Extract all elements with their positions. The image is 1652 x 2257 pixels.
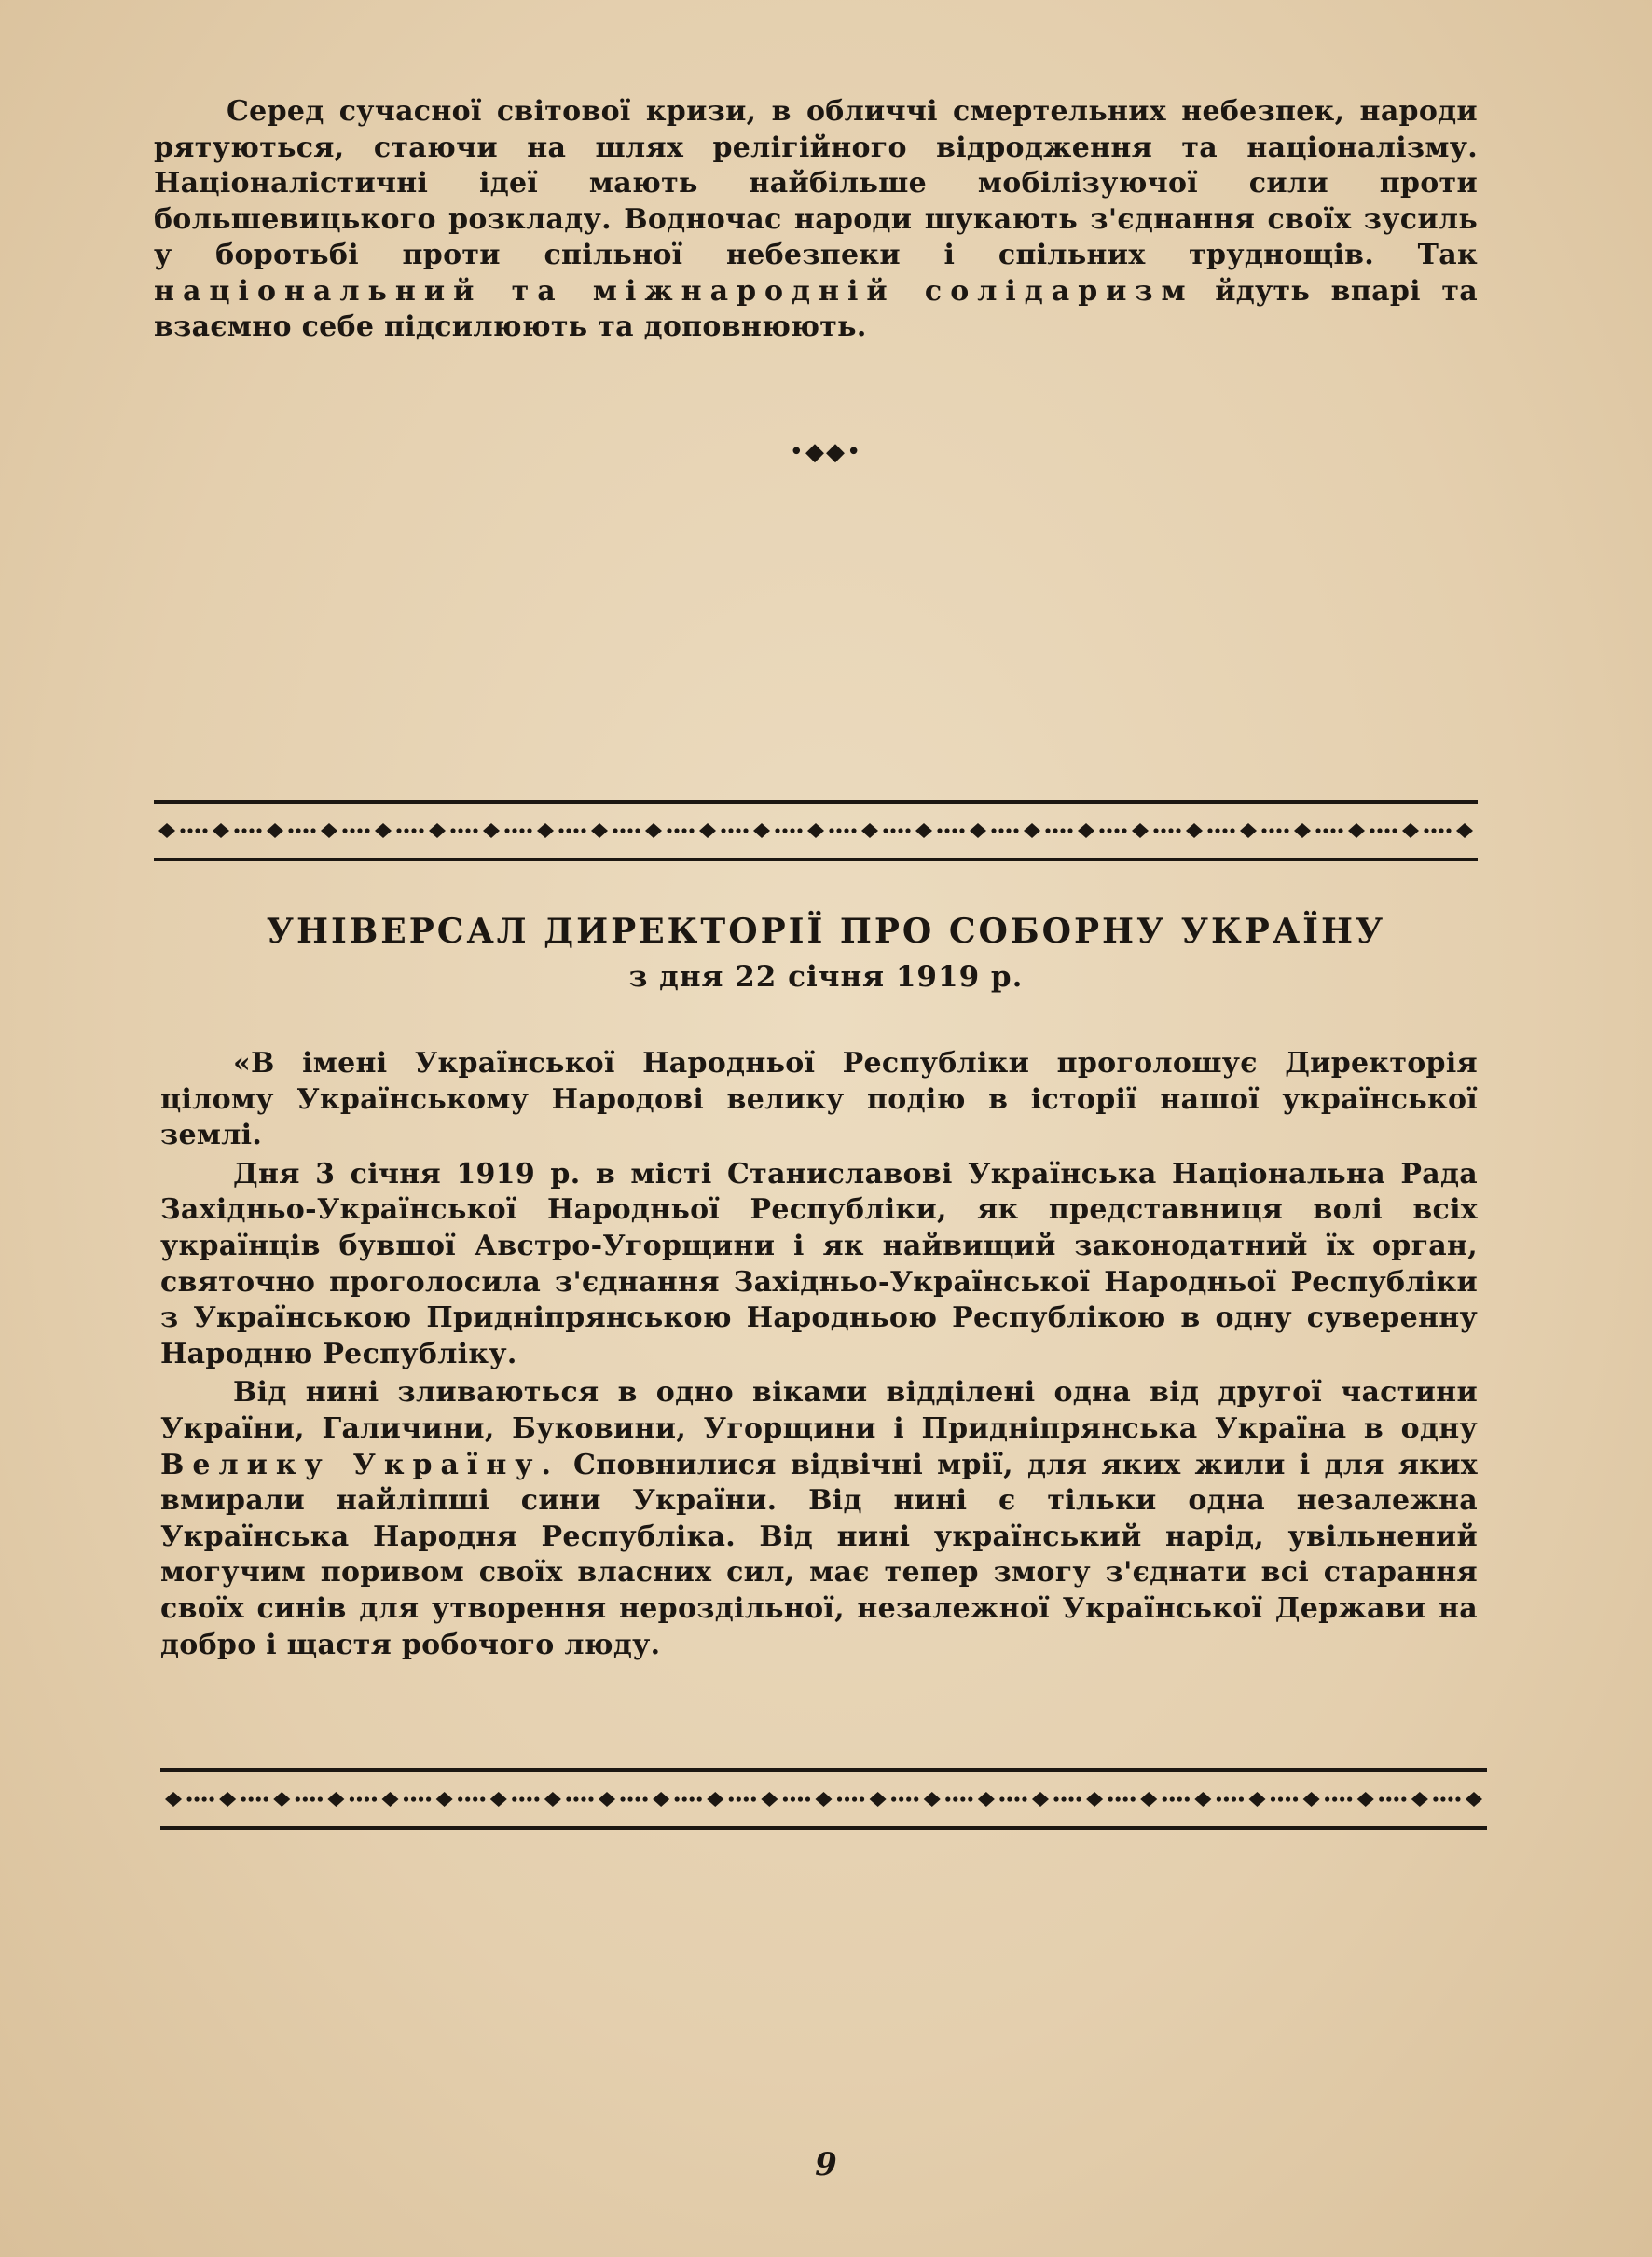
paragraph-3-start: Від нині зливаються в одно віками відділені одна від другої частини України, Галичини, Буковини, Угорщини і Придніпрянська Україна в одну — [160, 1376, 1478, 1445]
ornament-dot — [1161, 828, 1165, 833]
ornament-dot — [1163, 1796, 1167, 1801]
ornament-dot — [775, 828, 779, 833]
ornament-diamond — [1078, 823, 1094, 838]
ornament-dot — [1076, 1796, 1081, 1801]
ornament-dot — [450, 828, 455, 833]
ornament-dot — [743, 828, 748, 833]
ornament-diamond — [1248, 1792, 1265, 1807]
ornamental-divider-bottom — [160, 1768, 1487, 1830]
ornament-diamond — [1456, 823, 1473, 838]
ornament-dot — [1013, 828, 1018, 833]
ornament-dot — [318, 1796, 323, 1801]
ornament-dot — [1224, 1796, 1229, 1801]
ornament-dot — [968, 1796, 972, 1801]
ornament-dot — [1207, 828, 1212, 833]
ornament-dot — [991, 828, 996, 833]
ornament-dot — [1332, 1796, 1337, 1801]
ornament-diamond — [645, 823, 662, 838]
ornament-diamond — [599, 1792, 615, 1807]
ornament-dot — [805, 1796, 810, 1801]
ornament-dot — [627, 1796, 632, 1801]
ornament-dot — [581, 828, 585, 833]
intro-text — [154, 94, 1478, 346]
page-number: 9 — [815, 2146, 837, 2183]
ornament-dot — [458, 1796, 462, 1801]
ornament-dot — [1278, 1796, 1283, 1801]
ornament-dot — [1323, 828, 1328, 833]
ornament-dot — [783, 1796, 788, 1801]
ornament-dot — [588, 1796, 593, 1801]
ornament-dot — [844, 828, 848, 833]
ornament-dot — [851, 828, 856, 833]
ornament-diamond — [375, 823, 392, 838]
ornament-dot — [906, 1796, 911, 1801]
ornament-dot — [675, 1796, 680, 1801]
ornament-dot — [797, 828, 802, 833]
ornament-dot — [1276, 828, 1281, 833]
ornament-diamond — [1294, 823, 1311, 838]
universal-title: УНІВЕРСАЛ ДИРЕКТОРІЇ ПРО СОБОРНУ УКРАЇНУ — [266, 912, 1386, 951]
ornament-dot — [194, 1796, 199, 1801]
small-ornament: •◆◆• — [789, 438, 863, 466]
diamond-chain — [154, 819, 1478, 842]
ornament-dot — [729, 1796, 734, 1801]
universal-paragraph-3 — [160, 1375, 1478, 1663]
ornament-dot — [519, 828, 524, 833]
ornament-dot — [473, 828, 477, 833]
ornament-dot — [264, 1796, 268, 1801]
ornament-diamond — [382, 1792, 399, 1807]
ornament-dot — [1068, 1796, 1073, 1801]
ornament-diamond — [1194, 1792, 1211, 1807]
great-ukraine-phrase: Велику Україну. — [160, 1448, 559, 1481]
universal-paragraph-1: «В імені Української Народньої Республіки проголошує Директорія цілому Українському Народові велику подію в історії нашої української землі. — [160, 1047, 1478, 1152]
ornament-dot — [860, 1796, 864, 1801]
ornament-dot — [1053, 828, 1057, 833]
ornament-dot — [1284, 828, 1288, 833]
ornament-dot — [1053, 1796, 1058, 1801]
ornament-diamond — [699, 823, 716, 838]
ornament-dot — [883, 828, 888, 833]
ornament-dot — [829, 828, 833, 833]
ornament-dot — [944, 828, 949, 833]
ornament-dot — [945, 1796, 950, 1801]
ornament-dot — [504, 828, 509, 833]
ornament-dot — [512, 1796, 516, 1801]
ornament-dot — [1340, 1796, 1344, 1801]
ornament-dot — [1217, 1796, 1221, 1801]
universal-paragraph-2: Дня 3 січня 1919 р. в місті Станиславові Українська Національна Рада Західньо-Української Народньої Республіки, як представниця волі всіх українців бувшої Австро-Угорщини і як найвищий законодатний їх орган, святочно проголосила з'єднання Західньо-Української Народньої Республіки з Українською Придніпрянською Народньою Республікою в одну суверенну Народню Республіку. — [160, 1157, 1478, 1370]
ornament-dot — [296, 1796, 300, 1801]
ornament-dot — [905, 828, 910, 833]
ornament-dot — [411, 828, 416, 833]
ornament-dot — [350, 1796, 354, 1801]
ornament-dot — [372, 1796, 377, 1801]
ornament-diamond — [219, 1792, 236, 1807]
ornament-diamond — [761, 1792, 778, 1807]
ornament-dot — [419, 1796, 423, 1801]
ornament-dot — [1006, 828, 1011, 833]
ornament-dot — [249, 1796, 254, 1801]
ornament-dot — [201, 1796, 206, 1801]
ornament-dot — [1099, 828, 1104, 833]
divider-rule — [160, 1826, 1487, 1830]
intro-spaced-phrase: національний та міжнародній солідаризм — [154, 274, 1194, 308]
ornament-dot — [195, 828, 200, 833]
ornament-dot — [573, 1796, 578, 1801]
ornament-dot — [350, 828, 354, 833]
ornament-dot — [249, 828, 254, 833]
ornament-dot — [180, 828, 185, 833]
ornament-diamond — [807, 823, 824, 838]
ornament-dot — [202, 828, 207, 833]
ornament-dot — [1007, 1796, 1012, 1801]
ornament-dot — [1067, 828, 1072, 833]
ornament-dot — [512, 828, 516, 833]
ornament-dot — [744, 1796, 749, 1801]
ornament-dot — [791, 1796, 795, 1801]
ornament-dot — [728, 828, 733, 833]
ornament-diamond — [273, 1792, 290, 1807]
ornament-dot — [952, 828, 957, 833]
ornament-diamond — [653, 1792, 669, 1807]
ornament-dot — [689, 828, 694, 833]
ornament-dot — [890, 828, 895, 833]
ornament-dot — [310, 828, 315, 833]
ornament-diamond — [1357, 1792, 1374, 1807]
divider-rule — [154, 858, 1478, 861]
ornament-dot — [1108, 1796, 1113, 1801]
ornament-dot — [473, 1796, 477, 1801]
ornament-dot — [1315, 828, 1320, 833]
ornament-dot — [898, 828, 902, 833]
ornament-dot — [1222, 828, 1227, 833]
ornament-diamond — [1411, 1792, 1428, 1807]
ornament-dot — [751, 1796, 756, 1801]
ornament-dot — [682, 1796, 687, 1801]
universal-date: з дня 22 січня 1919 р. — [628, 960, 1024, 994]
ornament-dot — [681, 828, 686, 833]
ornament-dot — [1424, 828, 1428, 833]
ornament-diamond — [267, 823, 283, 838]
ornament-dot — [1439, 828, 1443, 833]
ornament-dot — [519, 1796, 524, 1801]
ornament-dot — [310, 1796, 315, 1801]
ornament-diamond — [1032, 1792, 1049, 1807]
ornament-dot — [642, 1796, 647, 1801]
diamond-chain — [160, 1788, 1487, 1810]
intro-paragraph-end: йдуть впарі та взаємно себе підсилюють та доповнюють. — [154, 274, 1478, 343]
ornament-dot — [674, 828, 679, 833]
ornament-diamond — [321, 823, 337, 838]
ornament-dot — [187, 828, 192, 833]
ornament-dot — [234, 828, 239, 833]
ornament-dot — [1122, 828, 1126, 833]
ornament-dot — [798, 1796, 803, 1801]
ornament-diamond — [1024, 823, 1040, 838]
ornament-dot — [1045, 828, 1050, 833]
ornament-diamond — [483, 823, 500, 838]
ornament-diamond — [490, 1792, 507, 1807]
ornament-diamond — [1186, 823, 1203, 838]
ornament-dot — [1123, 1796, 1128, 1801]
ornament-dot — [404, 1796, 408, 1801]
ornament-dot — [836, 828, 841, 833]
ornament-dot — [1215, 828, 1219, 833]
ornament-dot — [1293, 1796, 1298, 1801]
ornament-dot — [581, 1796, 585, 1801]
ornament-dot — [737, 1796, 741, 1801]
ornament-dot — [914, 1796, 918, 1801]
ornament-dot — [1455, 1796, 1460, 1801]
ornament-dot — [465, 1796, 470, 1801]
ornament-dot — [635, 1796, 640, 1801]
ornament-dot — [1330, 828, 1335, 833]
ornament-dot — [534, 1796, 539, 1801]
ornament-dot — [1370, 828, 1374, 833]
ornament-dot — [1131, 1796, 1136, 1801]
ornament-diamond — [591, 823, 608, 838]
ornament-dot — [613, 828, 617, 833]
ornament-dot — [1061, 1796, 1066, 1801]
ornament-dot — [365, 828, 369, 833]
ornamental-divider-top — [154, 800, 1478, 861]
ornament-dot — [1153, 828, 1158, 833]
ornament-dot — [1232, 1796, 1236, 1801]
ornament-dot — [697, 1796, 702, 1801]
ornament-dot — [1379, 1796, 1384, 1801]
ornament-diamond — [537, 823, 554, 838]
ornament-dot — [790, 828, 794, 833]
ornament-dot — [667, 828, 671, 833]
ornament-dot — [1168, 828, 1173, 833]
ornament-dot — [303, 828, 308, 833]
intro-paragraph-text: Серед сучасної світової кризи, в обличчі смертельних небезпек, народи рятуються, стаючи на шлях релігійного відродження та націоналізму. Націоналістичні ідеї мають найбільше мобілізуючої сили проти большевицького розкладу. Водночас народи шукають з'єднання своїх зусиль у боротьбі проти спільної небезпеки і спільних труднощів. Так — [154, 95, 1478, 271]
ornament-dot — [1446, 828, 1451, 833]
ornament-dot — [365, 1796, 369, 1801]
ornament-dot — [396, 828, 401, 833]
ornament-dot — [573, 828, 578, 833]
ornament-dot — [1261, 828, 1266, 833]
ornament-dot — [1440, 1796, 1445, 1801]
ornament-diamond — [707, 1792, 723, 1807]
ornament-dot — [296, 828, 300, 833]
ornament-diamond — [1303, 1792, 1320, 1807]
ornament-dot — [1116, 1796, 1121, 1801]
ornament-dot — [458, 828, 462, 833]
ornament-dot — [1384, 828, 1389, 833]
ornament-diamond — [861, 823, 878, 838]
ornament-dot — [465, 828, 470, 833]
ornament-dot — [1338, 828, 1342, 833]
ornament-dot — [566, 1796, 571, 1801]
ornament-dot — [303, 1796, 308, 1801]
ornament-dot — [635, 828, 640, 833]
ornament-dot — [736, 828, 740, 833]
ornament-diamond — [1348, 823, 1365, 838]
ornament-dot — [1014, 1796, 1019, 1801]
ornament-diamond — [1140, 1792, 1157, 1807]
ornament-dot — [959, 828, 964, 833]
ornament-dot — [899, 1796, 903, 1801]
ornament-dot — [721, 828, 725, 833]
ornament-dot — [837, 1796, 842, 1801]
ornament-diamond — [1132, 823, 1149, 838]
ornament-dot — [527, 828, 531, 833]
ornament-dot — [1107, 828, 1111, 833]
ornament-dot — [210, 1796, 214, 1801]
ornament-diamond — [436, 1792, 453, 1807]
ornament-dot — [845, 1796, 849, 1801]
ornament-dot — [357, 1796, 362, 1801]
ornament-diamond — [1402, 823, 1419, 838]
ornament-diamond — [870, 1792, 887, 1807]
intro-paragraph — [154, 94, 1478, 346]
ornament-dot — [426, 1796, 431, 1801]
ornament-dot — [256, 828, 261, 833]
ornament-dot — [419, 828, 423, 833]
ornament-dot — [1386, 1796, 1391, 1801]
ornament-dot — [1185, 1796, 1190, 1801]
ornament-diamond — [1240, 823, 1257, 838]
ornament-dot — [411, 1796, 416, 1801]
ornament-dot — [953, 1796, 957, 1801]
ornament-dot — [782, 828, 787, 833]
ornament-dot — [527, 1796, 531, 1801]
ornament-dot — [256, 1796, 261, 1801]
ornament-dot — [1401, 1796, 1406, 1801]
ornament-dot — [620, 1796, 625, 1801]
divider-rule — [160, 1768, 1487, 1772]
ornament-diamond — [1466, 1792, 1482, 1807]
ornament-diamond — [327, 1792, 344, 1807]
ornament-dot — [1325, 1796, 1329, 1801]
ornament-dot — [1177, 1796, 1182, 1801]
divider-rule — [154, 800, 1478, 804]
ornament-dot — [241, 1796, 246, 1801]
ornament-dot — [1170, 1796, 1175, 1801]
ornament-dot — [627, 828, 632, 833]
ornament-dot — [1269, 828, 1273, 833]
ornament-dot — [357, 828, 362, 833]
ornament-diamond — [915, 823, 932, 838]
ornament-dot — [1377, 828, 1382, 833]
ornament-diamond — [978, 1792, 995, 1807]
ornament-dot — [241, 828, 246, 833]
ornament-diamond — [1086, 1792, 1103, 1807]
ornament-dot — [1230, 828, 1234, 833]
ornament-dot — [1176, 828, 1180, 833]
ornament-dot — [960, 1796, 965, 1801]
ornament-diamond — [924, 1792, 941, 1807]
ornament-dot — [1060, 828, 1065, 833]
paragraph-3-end: Сповнилися відвічні мрії, для яких жили і для яких вмирали найліпші сини України. Від нині є тільки одна незалежна Українська Народня Республіка. Від нині український нарід, увільнений могучим поривом своїх власних сил, має тепер змогу з'єднати всі старання своїх синів для утворення нероздільної, незалежної Української Держави на добро і щастя робочого люду. — [160, 1448, 1478, 1661]
ornament-dot — [1431, 828, 1436, 833]
ornament-dot — [480, 1796, 485, 1801]
ornament-dot — [1271, 1796, 1275, 1801]
ornament-dot — [1022, 1796, 1026, 1801]
ornament-dot — [404, 828, 408, 833]
ornament-diamond — [213, 823, 229, 838]
ornament-dot — [1347, 1796, 1352, 1801]
ornament-dot — [1114, 828, 1119, 833]
ornament-dot — [566, 828, 571, 833]
ornament-diamond — [544, 1792, 561, 1807]
ornament-diamond — [165, 1792, 182, 1807]
ornament-dot — [288, 828, 293, 833]
ornament-dot — [1392, 828, 1397, 833]
ornament-dot — [1286, 1796, 1290, 1801]
ornament-diamond — [753, 823, 770, 838]
ornament-dot — [186, 1796, 191, 1801]
ornament-dot — [620, 828, 625, 833]
ornament-dot — [937, 828, 942, 833]
ornament-dot — [690, 1796, 695, 1801]
universal-text — [160, 1046, 1478, 1666]
ornament-diamond — [970, 823, 986, 838]
ornament-diamond — [158, 823, 175, 838]
ornament-dot — [558, 828, 563, 833]
ornament-dot — [891, 1796, 896, 1801]
ornament-dot — [1448, 1796, 1452, 1801]
ornament-dot — [998, 828, 1003, 833]
ornament-dot — [1239, 1796, 1244, 1801]
ornament-dot — [852, 1796, 857, 1801]
ornament-dot — [999, 1796, 1004, 1801]
ornament-dot — [342, 828, 347, 833]
ornament-diamond — [815, 1792, 832, 1807]
ornament-dot — [1394, 1796, 1398, 1801]
ornament-diamond — [429, 823, 446, 838]
ornament-dot — [1433, 1796, 1438, 1801]
